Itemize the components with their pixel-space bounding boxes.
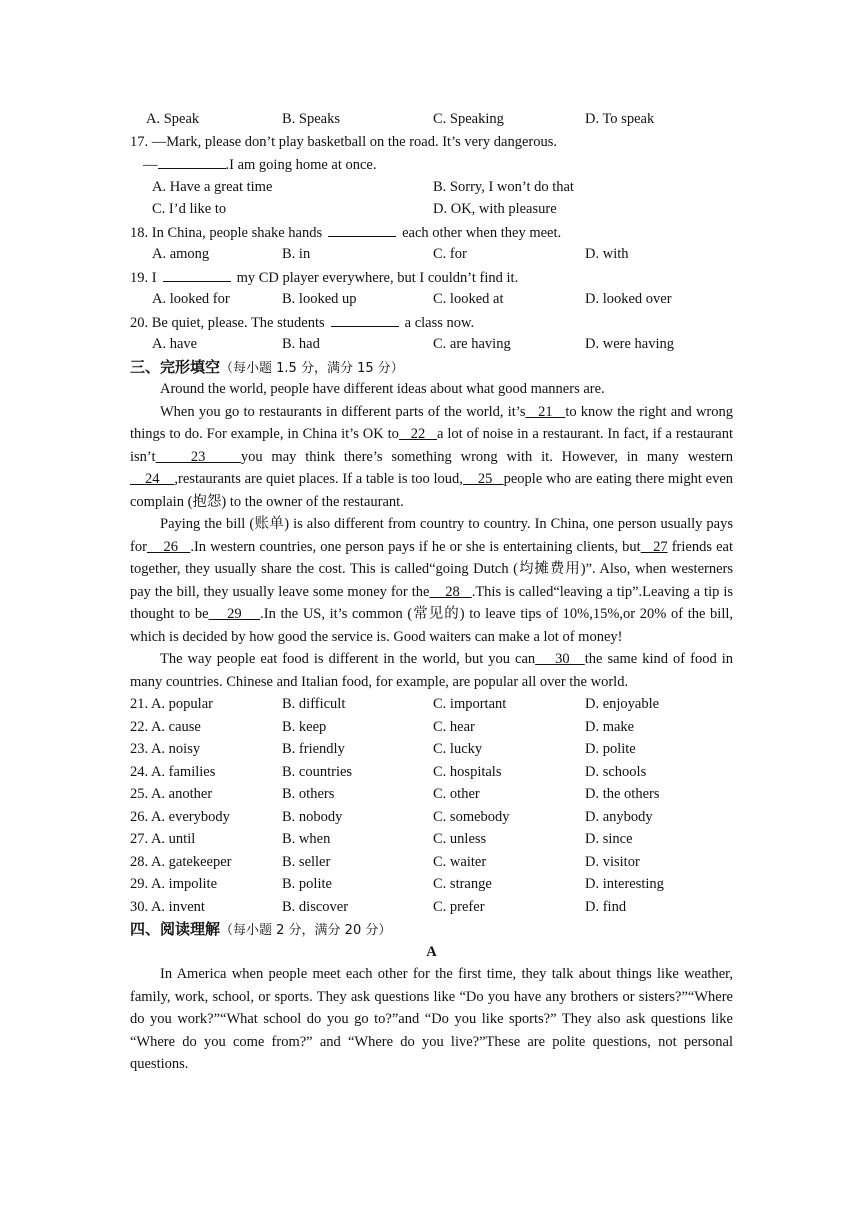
q20-option-b: B. had <box>282 336 320 352</box>
option-a: 24. A. families <box>130 763 216 780</box>
cloze-option-row <box>130 828 733 851</box>
q19-option-c: C. looked at <box>433 291 504 307</box>
cloze-blank-21: 21 <box>525 403 566 420</box>
cloze-option-row <box>130 761 733 784</box>
cloze-option-row <box>130 851 733 874</box>
cloze-options <box>130 693 733 918</box>
q18-stem <box>130 221 733 244</box>
cloze-text: the same kind of food in many countries. Chinese and Italian food, for example, are popular all over the world. <box>130 651 733 690</box>
q17-answer-blank <box>158 153 226 169</box>
section4-note: （每小题 2 分，满分 20 分） <box>220 923 392 938</box>
option-c: C. prefer <box>433 898 485 915</box>
section3-title: 三、完形填空 <box>130 357 221 376</box>
cloze-text: people who are eating there might even complain (抱怨) to the owner of the restaurant. <box>130 471 734 510</box>
q19-option-a: A. looked for <box>152 291 230 307</box>
option-a: 28. A. gatekeeper <box>130 853 232 870</box>
q19-stem-pre: 19. I <box>130 269 157 286</box>
q17-options-row1 <box>130 176 733 199</box>
q18-answer-blank <box>328 221 396 237</box>
option-c: C. somebody <box>433 808 510 825</box>
q18-option-c: C. for <box>433 246 467 262</box>
q17-reply-dash: — <box>143 157 158 173</box>
q19-answer-blank <box>163 266 231 282</box>
cloze-blank-29: 29 <box>208 606 261 622</box>
section3-note: （每小题 1.5 分，满分 15 分） <box>220 360 404 376</box>
q16-option-d: D. To speak <box>585 111 655 127</box>
q20-option-a: A. have <box>152 336 198 352</box>
option-a: 22. A. cause <box>130 718 201 735</box>
option-c: C. unless <box>433 831 487 847</box>
q17-option-a: A. Have a great time <box>152 178 273 195</box>
cloze-paragraph-3 <box>130 513 733 648</box>
option-c: C. important <box>433 696 507 712</box>
cloze-text: to know the right and wrong things to do. For example, in China it’s OK to <box>130 403 733 442</box>
cloze-blank-23: 23 <box>155 448 241 465</box>
option-a: 29. A. impolite <box>130 876 217 892</box>
option-a: 21. A. popular <box>130 696 213 712</box>
section3-heading <box>130 356 733 379</box>
q16-option-a: A. Speak <box>146 111 200 127</box>
passage-a-label: A <box>426 943 437 960</box>
cloze-text: When you go to restaurants in different parts of the world, it’s <box>160 403 526 420</box>
option-d: D. interesting <box>585 876 664 892</box>
q18-option-d: D. with <box>585 246 629 262</box>
option-b: B. discover <box>282 898 349 915</box>
option-c: C. other <box>433 786 480 802</box>
cloze-blank-26: 26 <box>146 538 191 555</box>
option-b: B. nobody <box>282 808 343 825</box>
cloze-blank-24: 24 <box>130 471 175 487</box>
cloze-blank-28: 28 <box>429 583 472 600</box>
cloze-blank-27: 27 <box>640 538 668 555</box>
q18-stem-post: each other when they meet. <box>402 224 562 241</box>
cloze-text: .This is called“leaving a tip”.Leaving a tip is thought to be <box>130 583 733 622</box>
cloze-blank-22: 22 <box>398 426 437 442</box>
q16-option-b: B. Speaks <box>282 111 340 127</box>
option-d: D. visitor <box>585 853 640 870</box>
q17-stem: 17. —Mark, please don’t play basketball on the road. It’s very dangerous. <box>130 133 557 150</box>
cloze-text: friends eat together, they usually share the cost. This is called“going Dutch (均摊费用)”. Also, when westerners pay the bill, they usually leave some money for the <box>130 538 734 600</box>
q20-stem <box>130 311 733 334</box>
q20-stem-post: a class now. <box>404 314 475 331</box>
option-d: D. the others <box>585 786 660 802</box>
cloze-option-row <box>130 716 733 739</box>
option-d: D. since <box>585 831 633 847</box>
cloze-option-row <box>130 738 733 761</box>
option-c: C. strange <box>433 876 492 892</box>
cloze-text: .In western countries, one person pays if he or she is entertaining clients, but <box>190 538 641 555</box>
cloze-text: ,restaurants are quiet places. If a table is too loud, <box>174 471 463 487</box>
q19-stem-post: my CD player everywhere, but I couldn’t find it. <box>236 269 519 286</box>
q17-option-d: D. OK, with pleasure <box>433 201 557 217</box>
option-d: D. enjoyable <box>585 696 660 712</box>
option-b: B. keep <box>282 718 327 735</box>
cloze-option-row <box>130 693 733 716</box>
q16-option-c: C. Speaking <box>433 111 504 127</box>
q17-reply-suffix: .I am going home at once. <box>225 157 377 173</box>
option-a: 25. A. another <box>130 786 213 802</box>
q19-stem <box>130 266 733 289</box>
cloze-text: Paying the bill (账单) is also different from country to country. In China, one person usually pays for <box>130 516 733 555</box>
q18-option-b: B. in <box>282 246 311 262</box>
q16-options <box>130 108 733 131</box>
option-c: C. waiter <box>433 853 487 870</box>
option-a: 26. A. everybody <box>130 808 230 825</box>
option-c: C. lucky <box>433 741 483 757</box>
option-a: 30. A. invent <box>130 898 205 915</box>
cloze-option-row <box>130 806 733 829</box>
cloze-text: The way people eat food is different in the world, but you can <box>160 651 536 667</box>
option-d: D. find <box>585 898 627 915</box>
passage-a-paragraph-1: In America when people meet each other for the first time, they talk about things like weather, family, work, school, or sports. They ask questions like “Do you have any brothers or sisters?”“Where do you work?”“What school do you go to?”and “Do you like sports?” They also ask questions like “Where do you come from?” and “Where do you live?”These are polite questions, not personal questions. <box>130 966 733 1072</box>
option-d: D. anybody <box>585 808 653 825</box>
cloze-blank-25: 25 <box>462 471 504 487</box>
q20-option-d: D. were having <box>585 336 674 352</box>
option-a: 23. A. noisy <box>130 741 201 757</box>
q18-option-a: A. among <box>152 246 210 262</box>
option-d: D. make <box>585 718 635 735</box>
cloze-paragraph-2 <box>130 401 733 514</box>
option-a: 27. A. until <box>130 831 196 847</box>
cloze-option-row <box>130 896 733 919</box>
q17-option-c: C. I’d like to <box>152 201 227 217</box>
q17-reply <box>130 153 733 176</box>
option-b: B. seller <box>282 853 331 870</box>
option-b: B. when <box>282 831 331 847</box>
cloze-text: you may think there’s something wrong with it. However, in many western <box>240 448 734 465</box>
option-c: C. hospitals <box>433 763 502 780</box>
q20-options <box>130 333 733 356</box>
option-b: B. others <box>282 786 335 802</box>
section4-title: 四、阅读理解 <box>130 920 221 938</box>
cloze-text: a lot of noise in a restaurant. In fact, if a restaurant isn’t <box>130 426 734 465</box>
cloze-blank-30: 30 <box>535 651 585 667</box>
q20-stem-pre: 20. Be quiet, please. The students <box>130 314 325 331</box>
q20-option-c: C. are having <box>433 336 511 352</box>
option-b: B. difficult <box>282 696 346 712</box>
q18-options <box>130 243 733 266</box>
option-d: D. schools <box>585 763 647 780</box>
option-d: D. polite <box>585 741 636 757</box>
cloze-paragraph-1: Around the world, people have different ideas about what good manners are. <box>160 381 605 397</box>
option-b: B. friendly <box>282 741 345 757</box>
cloze-option-row <box>130 783 733 806</box>
q19-option-b: B. looked up <box>282 291 357 307</box>
exam-page <box>130 108 733 1076</box>
cloze-paragraph-4 <box>130 648 733 693</box>
cloze-option-row <box>130 873 733 896</box>
q20-answer-blank <box>331 311 399 327</box>
option-b: B. polite <box>282 876 332 892</box>
q17-option-b: B. Sorry, I won’t do that <box>433 178 574 195</box>
section4-heading <box>130 918 733 941</box>
q18-stem-pre: 18. In China, people shake hands <box>130 224 323 241</box>
option-c: C. hear <box>433 718 475 735</box>
option-b: B. countries <box>282 763 353 780</box>
q19-option-d: D. looked over <box>585 291 672 307</box>
cloze-text: .In the US, it’s common (常见的) to leave tips of 10%,15%,or 20% of the bill, which is decided by how good the service is. Good waiters can make a lot of money! <box>130 606 733 645</box>
q17-options-row2 <box>130 198 733 221</box>
q19-options <box>130 288 733 311</box>
